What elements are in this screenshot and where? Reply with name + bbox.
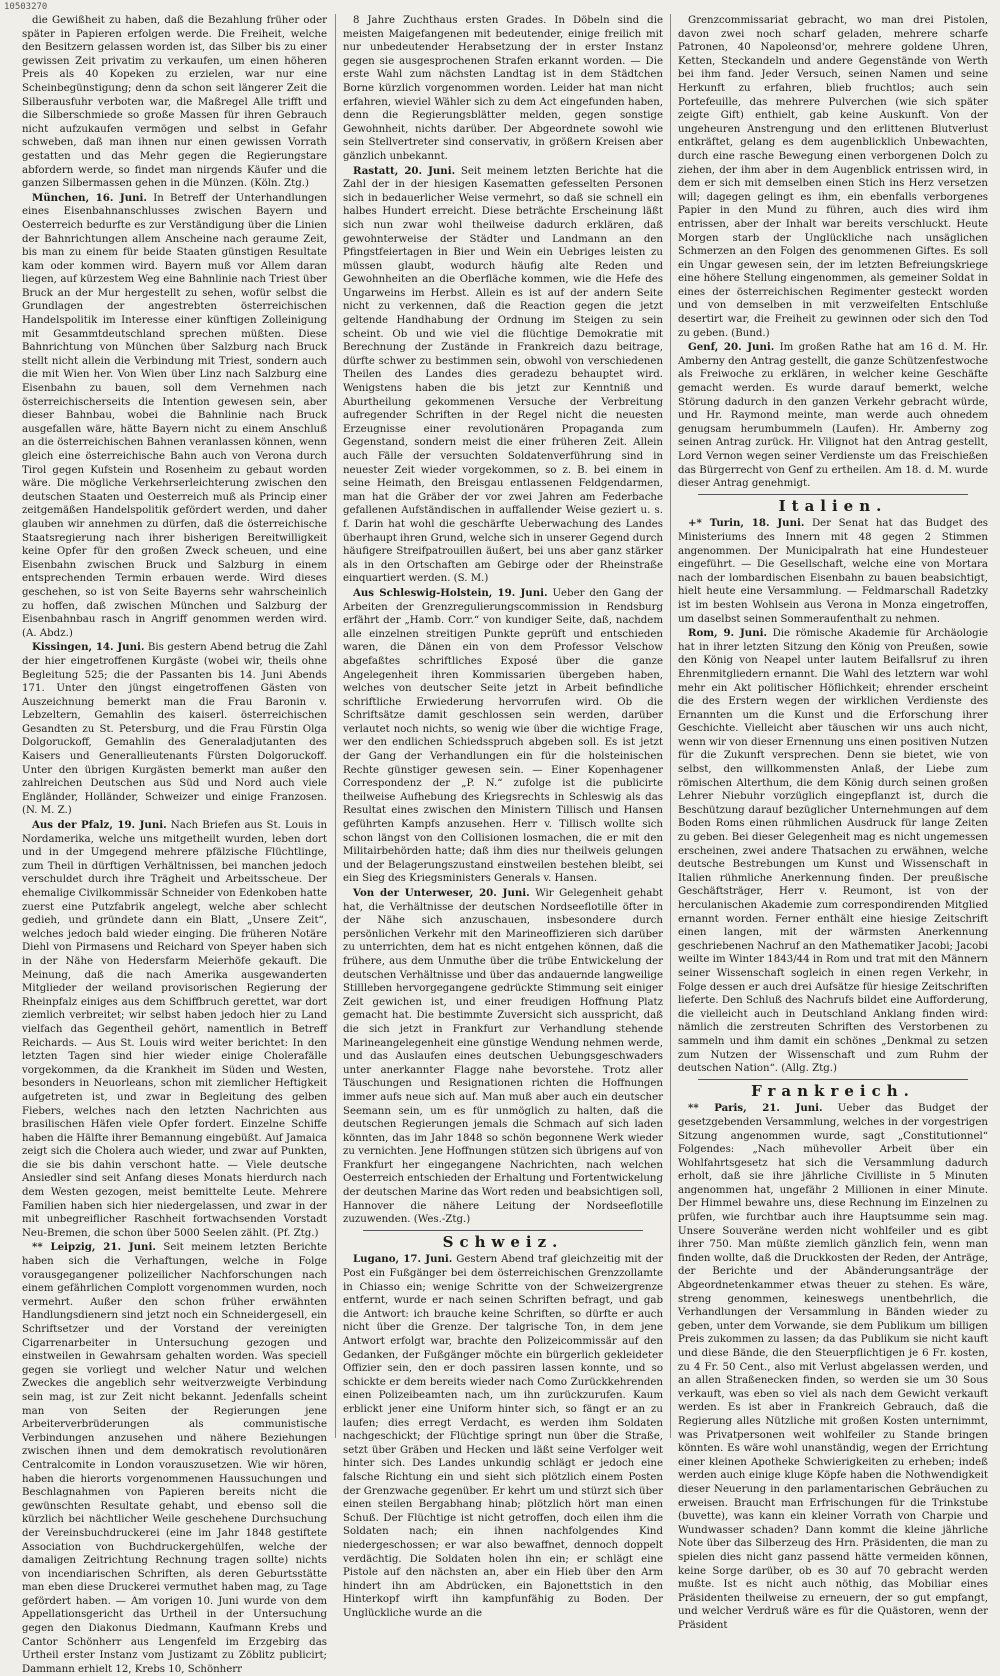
dateline: Genf, 20. Juni.	[688, 341, 775, 354]
article-paragraph	[22, 14, 327, 191]
article-text: Grenzcommissariat gebracht, wo man drei Pistolen, davon zwei noch scharf geladen, mehrere scharfe Patronen, 40 Napoleonsd'or, mehrere goldene Uhren, Ketten, Steckandeln und andere Gegenstände von Werth bei ihm fand. Jeder Versuch, seinen Namen und seine Herkunft zu erfahren, blieb fruchtlos; auch sein Portefeuille, das mehrere Pulverchen (wie sich später zeigte Gift) enthielt, gab keine Auskunft. Von der ungeheuren Anstrengung und den erlittenen Blutverlust entkräftet, gelang es dem augenblicklich Unbewachten, durch eine rasche Bewegung einen verborgenen Dolch zu ziehen, der ihm aber in dem Augenblick entrissen wird, in dem er sich mit demselben einen Stich ins Herz versetzen will; dagegen gelingt es ihm, ein ebenfalls verborgenes Papier in den Mund zu führen, auch dies wird ihm entrissen, aber der Inhalt war bereits verschluckt. Heute Morgen starb der Unglückliche nach unsäglichen Schmerzen an den Folgen des genommenen Giftes. Es soll ein Ungar gewesen sein, der im letzten Befreiungskriege eine höhere Stellung eingenommen, als gemeiner Soldat in eines der österreichischen Regimenter gesteckt worden und von demselben in mit verzweifelten Entschluße desertirt war, die Freiheit zu gewinnen oder sich den Tod zu geben. (Bund.)	[678, 15, 988, 339]
article-paragraph	[22, 819, 327, 1240]
article-text: Wir Gelegenheit gehabt hat, die Verhältnisse der deutschen Nordseeflotille öfter in der Nähe sich anzuschauen, insbesondere durch persönlichen Verkehr mit den Marineoffizieren sich darüber zu unterrichten, dem hat es nicht entgehen können, daß die frühere, aus dem Unmuthe über die trübe Entwickelung der deutschen Verhältnisse und über das andauernde langweilige Stillleben hervorgegangene gedrückte Stimmung seit einiger Zeit gewichen ist, und einer freudigen Hoffnung Platz gemacht hat. Die bestimmte Zuversicht sich ausspricht, daß die sich jetzt in Frankfurt zur Verhandlung stehende Marineangelegenheit eine günstige Wendung nehmen werde, und das Auslaufen eines deutschen Uebungsgeschwaders unter anerkannter Flagge nahe bevorstehe. Trotz aller Täuschungen und Resignationen richten die Hoffnungen immer aufs neue sich auf. Man muß aber auch ein deutscher Seemann sein, um es für unmöglich zu halten, daß die deutschen Regierungen jemals die Schmach auf sich laden könnten, das im Jahr 1848 so schön begonnene Werk wieder zu vernichten. Jene Hoffnungen stützen sich übrigens auf von Frankfurt her eingegangene Nachrichten, nach welchen Oesterreich entschieden der Erhaltung und Fortentwickelung der deutschen Marine das Wort reden und beabsichtigen soll, Hannover die nähere Leitung der Nordseeflotille zuzuwenden. (Wes.-Ztg.)	[343, 888, 663, 1226]
article-paragraph	[22, 192, 327, 641]
dateline: Aus der Pfalz, 19. Juni.	[32, 819, 167, 832]
article-text: die Gewißheit zu haben, daß die Bezahlung früher oder später in Papieren erfolgen werde. Die Freiheit, welche den Besitzern gelassen worden ist, das Silber bis zu einer gewissen Zeit privatim zu verkaufen, um einen höheren Preis als 40 Kopeken zu erzielen, war nur eine Scheinbegünstigung; denn da schon seit längerer Zeit die Silberausfuhr verboten war, die Maßregel Alle trifft und die Silberschmiede so große Massen für ihren Gebrauch nicht aufzukaufen vermögen und selbst in Gefahr schweben, daß man ihnen nur einen gewissen Vorrath gestatten und das Mehr gegen die Regierungstare abfordern werde, so findet man nirgends Käufer und die ganzen Silbermassen gehen in die Münzen. (Köln. Ztg.)	[22, 15, 327, 190]
article-paragraph	[343, 1253, 663, 1620]
dateline: München, 16. Juni.	[32, 191, 147, 204]
page-id: 10503270	[4, 2, 48, 12]
dateline: +* Turin, 18. Juni.	[688, 517, 805, 530]
article-text: In Betreff der Unterhandlungen eines Eisenbahnanschlusses zwischen Bayern und Oesterreich bedurfte es zur Verständigung über die Linien der Bahnrichtungen allem Anscheine nach geraume Zeit, bis man zu einem für beide Staaten günstigen Resultate kam oder kommen wird. Bayern muß vor Allem daran liegen, auf kürzestem Weg eine Bahnlinie nach Triest über Bruck an der Mur hergestellt zu sehen, wofür selbst die Grundlagen der angestrebten österreichischen Handelspolitik im Interesse einer künftigen Zolleinigung mit Gesammtdeutschland sprechen müßten. Diese Bahnrichtung von München über Salzburg nach Bruck stellt nicht allein die Verbindung mit Triest, sondern auch die mit Wien her. Von Wien über Linz nach Salzburg eine Eisenbahn zu bauen, soll dem Vernehmen nach österreichischerseits die Intention gewesen sein, aber dieser Bahnbau, wobei die Bahnlinie nach Bruck ausgefallen wäre, hätte Bayern nicht zu einem Anschluß an die österreichischen Bahnen veranlassen können, wenn gleich eine österreichische Bahn auch von Verona durch Tirol gegen Kufstein und Rosenheim zu gebaut worden wäre. Die mögliche Verkehrserleichterung zwischen den deutschen Staaten und Oesterreich muß als Princip einer zeitgemäßen Handelspolitik gefördert werden, und daher glauben wir annehmen zu dürfen, daß die österreichische Staatsregierung nach ihrer bisherigen Bereitwilligkeit keine Opfer für den großen Zweck scheuen, und eine Eisenbahn zwischen Bruck und Salzburg in einem entsprechenden Termin erbauen werde. Wird dieses geschehen, so ist von Seite Bayerns sehr wahrscheinlich zu hoffen, daß zwischen München und Salzburg der Eisenbahnbau rasch in Angriff genommen werden wird. (A. Abdz.)	[22, 192, 327, 639]
article-paragraph	[678, 1102, 988, 1632]
article-paragraph	[343, 14, 663, 164]
article-text: Gestern Abend traf gleichzeitig mit der Post ein Fußgänger bei dem österreichischen Grenzzollamte in Chiasso ein; wenige Schritte von der Schweizergrenze entfernt, wurde er nach seinen Schriften befragt, und gab die Antwort: ich brauche keine Schriften, so dürfte er auch nicht über die Grenze. Der talgrische Ton, in dem jene Antwort erfolgt war, brachte den Polizeicommissär auf den Gedanken, der Fußgänger möchte ein bürgerlich gekleideter Offizier sein, den er doch passiren lassen konnte, und so schickte er dem bereits wieder nach Como Zurückkehrenden einen Polizeibeamten nach, um ihn zurückzurufen. Kaum erblickt jener eine Uniform hinter sich, so fängt er an zu laufen; dies erregt Verdacht, es werden ihm Soldaten nachgeschickt; der Flüchtige springt nun über die Straße, setzt über Gräben und Hecken und läßt seine Verfolger weit hinter sich. Des Landes unkundig schlägt er jedoch eine falsche Richtung ein und sieht sich plötzlich einem Posten der Grenzwache gegenüber. Er kehrt um und stürzt sich über einen steilen Bergabhang hinab; plötzlich hört man einen Schuß. Der Flüchtige ist nicht getroffen, doch eilen ihm die Soldaten nach; ein ihnen nachfolgendes Kind niedergeschossen; er war also bewaffnet, dennoch doppelt verdächtig. Die Soldaten holen ihn ein; er schlägt eine Pistole auf den nächsten an, aber ein Hieb über den Arm hindert ihn am Abdrücken, ein Bajonettstich in den Hinterkopf wirft ihn kampfunfähig zu Boden. Der Unglückliche wurde an die	[343, 1254, 663, 1619]
article-text: Nach Briefen aus St. Louis in Nordamerika, welche uns mitgetheilt wurden, leben dort und in der Umgegend mehrere pfälzische Flüchtlinge, zum Theil in dürftigen Verhältnissen, bei manchen jedoch verschuldet durch ihre Trägheit und Arbeitsscheue. Der ehemalige Civilkommissär Schneider von Edenkoben hatte zuerst eine Putzfabrik angelegt, welche aber schlecht gedieh, und gründete dann ein Blatt, „Unsere Zeit“, welches jedoch bald wieder einging. Die früheren Notäre Diehl von Pirmasens und Reichard von Speyer haben sich in der Nähe von Hedersfarm Meierhöfe gekauft. Die Meinung, daß die nach Amerika ausgewanderten Mitglieder der weiland provisorischen Regierung der Rheinpfalz einiges aus dem Schiffbruch gerettet, war dort ziemlich verbreitet; wir selbst haben jedoch hier zu Land vielfach das Gegentheil gehört, namentlich in Betreff Reichards. — Aus St. Louis wird weiter berichtet: In den letzten Tagen sind hier wieder einige Cholerafälle vorgekommen, da die Krankheit im Süden und Westen, besonders in Neuorleans, schon mit ziemlicher Heftigkeit aufgetreten ist, und zwar in Begleitung des gelben Fiebers, welches nach den letzten Nachrichten aus brasilischen Häfen viele Opfer fordert. Einzelne Schiffe haben die Hälfte ihrer Bemannung eingebüßt. Auf Jamaica zeigt sich die Cholera auch wieder, und zwar auf Punkten, die sie bis dahin verschont hatte. — Viele deutsche Ansiedler sind seit Anfang dieses Monats hierdurch nach dem Westen gezogen, meist bemittelte Leute. Mehrere Familien haben sich hier niedergelassen, und zwar in der mit unbegreiflicher Raschheit fortwachsenden Vorstadt Neu-Bremen, die schon über 5000 Seelen zählt. (Pf. Ztg.)	[22, 820, 328, 1239]
dateline: Aus Schleswig-Holstein, 19. Juni.	[353, 586, 548, 599]
article-text: 8 Jahre Zuchthaus ersten Grades. In Döbeln sind die meisten Maigefangenen mit bedeutender, einige freilich mit nur unbedeutender Herabsetzung der in erster Instanz gegen sie ausgesprochenen Strafen erkannt worden. — Die erste Wahl zum nächsten Landtag ist in dem Städtchen Borne kürzlich vorgenommen worden. Leider hat man nicht erfahren, wieviel Wähler sich zu dem Act eingefunden haben, denn die Regierungsblätter melden, gegen sonstige Gewohnheit, nichts darüber. Der Abgeordnete sowohl wie sein Stellvertreter sind conservativ, in größern Kreisen aber gänzlich unbekannt.	[343, 15, 663, 162]
article-paragraph	[678, 341, 988, 491]
article-paragraph	[343, 887, 663, 1227]
article-paragraph	[22, 641, 327, 818]
section-heading: Italien.	[778, 496, 888, 515]
article-text: Im großen Rathe hat am 16 d. M. Hr. Amberny den Antrag gestellt, die ganze Schützenfestwoche als Freiwoche zu erklären, in welcher keine Geschäfte gemacht werden. Es wurde darauf bemerkt, welche Störung dadurch in den ganzen Verkehr gebracht würde, und Hr. Raymond meinte, man werde auch ohnedem genugsam herumbummeln (Laufen). Hr. Amberny zog seinen Antrag zurück. Hr. Vilignot hat den Antrag gestellt, Lord Vernon wegen seiner Verdienste um das Freischießen das Bürgerrecht von Genf zu ertheilen. Am 18. d. M. wurde dieser Antrag genehmigt.	[678, 342, 988, 490]
article-text: Seit meinem letzten Berichte hat die Zahl der in der hiesigen Kasematten gefesselten Personen sich in bedauerlicher Weise vermehrt, so daß sie schnell ein halbes Hundert erreicht. Diese beträchte Erscheinung läßt sich nun zwar wohl theilweise dadurch erklären, daß gewohnterweise der Städter und Landmann an den Pfingstfeiertagen in Bier und Wein ein Uebriges leisten zu müssen glaubt, wodurch häufig alte Reden und Gewohnheiten an die Oberfläche kommen, wie die Hefe des Ungarweins im Herbst. Allein es ist auf der andern Seite nicht zu verkennen, daß die Reaction gegen die jetzt geltende Handhabung der Ordnung im Steigen zu sein scheint. Ob und wie viel die flüchtige Demokratie mit Berechnung der Zustände in Frankreich dazu beitrage, dürfte schwer zu bestimmen sein, obwohl von verschiedenen Theilen des Landes dies geradezu behauptet wird. Wenigstens haben die bis jetzt zur Kenntniß und Aburtheilung gekommenen Versuche der Verbreitung aufregender Schriften in der Regel nicht die neuesten Erzeugnisse einer revolutionären Propaganda zum Gegenstand, sondern meist die einer früheren Zeit. Allein auch Fälle der versuchten Soldatenverführung sind in neuester Zeit wieder vorgekommen, so z. B. bei einem in seine Heimath, den Breisgau entlassenen Feldgendarmen, man hat die Gräber der vor zwei Jahren am Federbache gefallenen Aufständischen in auffallender Weise geziert u. s. f. Darin hat wohl die geschärfte Ueberwachung des Landes überhaupt ihren Grund, welche sich in unserer Gegend durch häufigere Streifpatrouillen äußert, bei uns aber ganz stärker als in den Ortschaften am Gebirge oder der Rheinstraße einquartiert werden. (S. M.)	[343, 165, 663, 585]
column-1	[22, 14, 328, 1675]
article-paragraph	[678, 517, 988, 626]
column-divider	[335, 14, 336, 1438]
article-text: Ueber das Budget der gesetzgebenden Versammlung, welches in der vorgestrigen Sitzung angenommen wurde, sagt „Constitutionnel“ Folgendes: „Nach mühevoller Arbeit über ein Wohlfahrtsgesetz hat sich die Versammlung dadurch erholt, daß sie ihre jährliche Civilliste in 5 Minuten angenommen hat, ungefähr 2 Millionen in einer Minute. Der Himmel bewahre uns, diese Rechnung im Einzelnen zu prüfen, wie furchtbar auch ihre Hauptsumme sein mag. Unsere Souveräne werden nicht wohlfeiler und es gibt ihrer 750. Man müßte ziemlich gänzlich fein, wenn man finden wollte, daß die Druckkosten der Reden, der Anträge, der Berichte und der Abänderungsanträge der Abgeordnetenkammer etwas theuer zu stehen. Es wäre, streng genommen, keineswegs unentbehrlich, die Verhandlungen der Versammlung in Bänden wieder zu geben, unter dem Vorwande, sie dem Publikum um billigen Preis zukommen zu lassen; da das Publikum sie nicht kauft und diese Bände, die den Steuerpflichtigen je 6 Fr. kosten, zu 4 Fr. 50 Cent., also mit Verlust abgelassen werden, und an allen Straßenecken finden, so werden sie um 30 Sous verkauft, was eben so viel als nach dem Gewicht verkauft werden. Es ist aber in Frankreich Gebrauch, daß die Regierung alles Nützliche mit großen Kosten unternimmt, was Privatpersonen weit wohlfeiler zu Stande bringen könnten. Es wäre wohl unanständig, wegen der Errichtung einer kleinen Apotheke Schwierigkeiten zu erheben; indeß werden auch einige kluge Köpfe haben die Nothwendigkeit dieser Neuerung in den parlamentarischen Gebräuchen zu erweisen. Braucht man Erfrischungen für die Trinkstube (buvette), was kann ein kleiner Vorrath von Charpie und Wundwasser schaden? Dann kommt die kleine jährliche Note über das Silberzeug des Hrn. Präsidenten, die man zu spielen dies nicht ganz passend hätte vermeiden können, keine Sorge darüber, ob es 30 auf 70 gebracht werden mußte. Ist es nicht auch nöthig, das Mobiliar eines Präsidenten theilweise zu erneuern, der so gut empfangt, und welcher Verdruß wäre es für die Quästoren, wenn der Präsident	[678, 1103, 988, 1631]
article-text: Bis gestern Abend betrug die Zahl der hier eingetroffenen Kurgäste (wobei wir, theils ohne Begleitung 525; die der Passanten bis 14. Juni Abends 171. Unter den jüngst eingetroffenen Gästen von Auszeichnung bemerkt man die Frau Baronin v. Lebzeltern, Gemahlin des kaiserl. österreichischen Gesandten zu St. Petersburg, und die Frau Fürstin Olga Dolgoruckoff, Gemahlin des Generaladjutanten des Kaisers und Generallieutenants Fürsten Dolgoruckoff. Unter den übrigen Kurgästen bemerkt man außer den zahlreichen Deutschen aus Süd und Nord auch viele Engländer, Holländer, Schweizer und einige Franzosen. (N. M. Z.)	[22, 642, 327, 817]
dateline: Kissingen, 14. Juni.	[32, 641, 145, 654]
dateline: ** Paris, 21. Juni.	[688, 1102, 823, 1115]
dateline: ** Leipzig, 21. Juni.	[32, 1241, 156, 1254]
column-3	[678, 14, 988, 1631]
dateline: Lugano, 17. Juni.	[353, 1253, 453, 1266]
article-paragraph	[678, 14, 988, 340]
article-paragraph	[343, 165, 663, 586]
article-text: Ueber den Gang der Arbeiten der Grenzregulierungscommission in Rendsburg erfährt der „Hamb. Corr.“ von kundiger Seite, daß, nachdem alle einzelnen streitigen Punkte geprüft und entschieden waren, die Dänen ein von dem Professor Velschow abgefaßtes schriftliches Exposé über die ganze Angelegenheit ihren Kommissarien übergeben haben, welches von deutscher Seite jetzt in Arbeit befindliche schriftliche Erwiederung hervorrufen wird. Ob die Schriftsätze damit geschlossen sein werden, darüber verlautet noch nichts, so wenig wie über die wichtige Frage, wer den endlichen Schiedsspruch abgeben soll. Es ist jetzt der Gang der Verhandlungen ein für die holsteinischen Rechte günstiger gewesen sein. — Einer Kopenhagener Correspondenz der „P. N.“ zufolge ist die publicirte theilweise Aufhebung des Kriegsrechts in Schleswig als das Resultat eines zwischen den Ministern Tillisch und Hansen geführten Kampfs anzusehen. Herr v. Tillisch wollte sich schon längst von den Collisionen losmachen, die er mit den Militairbehörden hatte; daß ihm dies nur theilweis gelungen und der Belagerungszustand einstweilen bestehen bleibt, sei ein Sieg des Kriegsministers Generals v. Hansen.	[343, 587, 663, 885]
dateline: Rom, 9. Juni.	[688, 627, 768, 640]
article-paragraph	[343, 587, 663, 886]
section-heading: Schweiz.	[442, 1232, 564, 1251]
dateline: Von der Unterweser, 20. Juni.	[353, 887, 530, 899]
article-text: Der Senat hat das Budget des Ministeriums des Innern mit 48 gegen 2 Stimmen angenommen. Der Municipalrath hat eine Hundesteuer eingeführt. — Die Gesellschaft, welche eine von Mortara nach der lombardischen Eisenbahn zu bauen beabsichtigt, hielt heute eine Versammlung. — Feldmarschall Radetzky ist im besten Wohlsein aus Verona in Monza eingetroffen, um daselbst seinen Sommeraufenthalt zu nehmen.	[678, 518, 988, 625]
section-rule	[698, 494, 968, 495]
column-divider	[670, 14, 671, 1438]
column-2	[343, 14, 663, 1619]
section-heading: Frankreich.	[751, 1081, 915, 1100]
article-text: Seit meinem letzten Berichte haben sich die Verhaftungen, welche in Folge vorausgegangener polizeilicher Nachforschungen nach einem gefährlichen Complott vorgenommen wurden, noch vermehrt. Außer den schon früher erwähnten Handlungsdienern sind jetzt noch ein Schneidergesell, ein Schriftsetzer und der Vorstand der vereinigten Cigarrenarbeiter in Untersuchung gezogen und einstweilen in Gewahrsam gehalten worden. Was speciell gegen sie vorliegt und welcher Natur und welchen Zweckes die angeblich sehr weitverzweigte Verbindung sein mag, ist zur Zeit nicht bekannt. Jedenfalls scheint man von Seiten der Regierungen jene Arbeiterverbrüderungen als communistische Verbindungen anzusehen und nähere Beziehungen zwischen ihnen und dem demokratisch revolutionären Centralcomite in London vorauszusetzen. Wie wir hören, haben die hierorts vorgenommenen Haussuchungen und Beschlagnahmen von Papieren bereits nicht die gewünschten Resultate gehabt, und ebenso soll die kürzlich bei nächtlicher Weile geschehene Durchsuchung der Vereinsbuchdruckerei (eine im Jahr 1848 gestiftete Association von Buchdruckergehülfen, welche der damaligen Zeitrichtung Rechnung tragen sollte) nichts von incendiarischen Schriften, als deren Geburtsstätte man eben diese Druckerei vermuthet haben mag, zu Tage gefördert haben. — Am vorigen 10. Juni wurde von dem Appellationsgericht das Urtheil in der Untersuchung gegen den Diakonus Diedmann, Kaufmann Krebs und Cantor Schönherr aus Lengenfeld im Erzgebirg das Urtheil erster Instanz vom Justizamt zu Zöblitz publicirt; Dammann erhielt 12, Krebs 10, Schönherr	[22, 1242, 327, 1675]
article-text: Die römische Akademie für Archäologie hat in ihrer letzten Sitzung den König von Preußen, sowie den König von Neapel unter lautem Beifallsruf zu ihren Ehrenmitgliedern ernannt. Die Wahl des letztern war wohl mehr ein Akt politischer Höflichkeit; ehrender erscheint die des Erstern wegen der wirklichen Verdienste des Ernannten um die Kunst und die Erforschung ihrer Geschichte. Vielleicht aber täuschen wir uns auch nicht, wenn wir von dieser Ernennung uns einen positiven Nutzen für die Zukunft versprechen. Denn sie bietet, wie von selbst, den willkommensten Anlaß, der Liebe zum römischen Alterthum, die dem König durch seinen großen Lehrer Niebuhr vorzüglich eingepflanzt ist, durch die Beschützung darauf bezüglicher Unternehmungen auf dem Boden Roms einen rühmlichen Ausdruck für lange Zeiten zu geben. Bei dieser Gelegenheit mag es nicht ungemessen erscheinen, zwei andere Thatsachen zu erwähnen, welche deutsche Bestrebungen um Kunst und Wissenschaft in Italien rühmliche Anerkennung finden. Der preußische Geschäftsträger, Herr v. Reumont, ist von der herculanischen Akademie zum correspondirenden Mitglied ernannt worden. Ferner enthält eine hiesige Zeitschrift einen langen, mit der wärmsten Anerkennung geschriebenen Nachruf an den Mathematiker Jacobi; Jacobi weilte im Winter 1843/44 in Rom und trat mit den Männern seiner Wissenschaft sogleich in einen regen Verkehr, in Folge dessen er auch drei Aufsätze für hiesige Zeitschriften lieferte. Den Schluß des Nachrufs bildet eine Aufforderung, die vielleicht auch in Deutschland Anklang finden wird: nämlich die zerstreuten Schriften des Verstorbenen zu sammeln und ihm damit ein schönes „Denkmal zu setzen zum Nutzen der Wissenschaft und zum Ruhm der deutschen Nation“. (Allg. Ztg.)	[678, 628, 988, 1075]
section-rule	[698, 1079, 968, 1080]
article-paragraph	[678, 627, 988, 1076]
article-paragraph	[22, 1241, 327, 1676]
section-rule	[363, 1230, 643, 1231]
dateline: Rastatt, 20. Juni.	[353, 164, 456, 177]
